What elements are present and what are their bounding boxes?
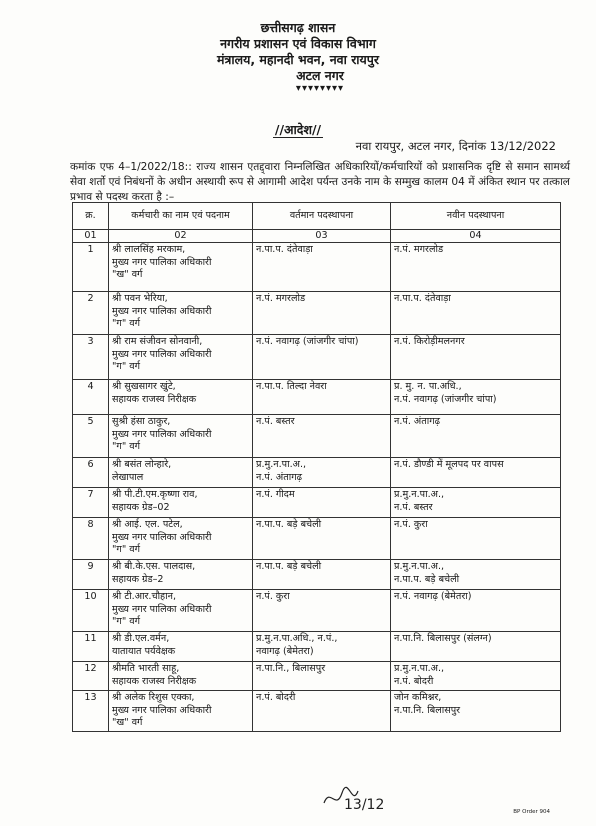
current-posting-cell: न.पं. मगरलोड bbox=[253, 292, 391, 335]
col-number: 01 bbox=[73, 230, 109, 243]
table-row bbox=[73, 560, 561, 590]
col-header-current: वर्तमान पदस्थापना bbox=[253, 203, 391, 230]
employee-cell: श्री राम संजीवन सोनवानी, मुख्य नगर पालिका अधिकारी "ग" वर्ग bbox=[109, 335, 253, 380]
new-posting-cell: न.पं. कुरा bbox=[391, 518, 561, 560]
employee-cell: श्री आई. एल. पटेल, मुख्य नगर पालिका अधिकारी "ग" वर्ग bbox=[109, 518, 253, 560]
ministry-address: मंत्रालय, महानदी भवन, नवा रायपुर bbox=[216, 52, 380, 67]
order-title bbox=[0, 121, 596, 138]
serial-cell: 13 bbox=[73, 691, 109, 732]
order-title-text: //आदेश// bbox=[274, 122, 322, 137]
current-posting-cell: न.पं. गीदम bbox=[253, 488, 391, 518]
govt-name: छत्तीसगढ़ शासन bbox=[260, 20, 336, 35]
table-row bbox=[73, 458, 561, 488]
table-row bbox=[73, 292, 561, 335]
new-posting-cell: प्र. मु. न. पा.अधि., न.पं. नवागढ़ (जांजगीर चांपा) bbox=[391, 380, 561, 415]
employee-cell: सुश्री हंसा ठाकुर, मुख्य नगर पालिका अधिकारी "ग" वर्ग bbox=[109, 415, 253, 458]
col-number: 02 bbox=[109, 230, 253, 243]
employee-cell: श्री बी.के.एस. पालदास, सहायक ग्रेड–2 bbox=[109, 560, 253, 590]
current-posting-cell: न.पं. कुरा bbox=[253, 590, 391, 632]
table-row bbox=[73, 518, 561, 560]
serial-cell: 11 bbox=[73, 632, 109, 662]
employee-cell: श्री पवन भेरिया, मुख्य नगर पालिका अधिकारी "ग" वर्ग bbox=[109, 292, 253, 335]
serial-cell: 10 bbox=[73, 590, 109, 632]
col-number: 04 bbox=[391, 230, 561, 243]
employee-cell: श्री डी.एल.वर्मन, यातायात पर्यवेक्षक bbox=[109, 632, 253, 662]
col-header-name: कर्मचारी का नाम एवं पदनाम bbox=[109, 203, 253, 230]
new-posting-cell: प्र.मु.न.पा.अ., न.पं. बस्तर bbox=[391, 488, 561, 518]
current-posting-cell: न.पा.प. तिल्दा नेवरा bbox=[253, 380, 391, 415]
new-posting-cell: न.पं. मगरलोड bbox=[391, 243, 561, 292]
order-paragraph: कमांक एफ 4–1/2022/18:: राज्य शासन एतद्द्वारा निम्नलिखित अधिकारियों/कर्मचारियों को प्रशासनिक दृष्टि से समान सामर्थ्य सेवा शर्तो एवं निबंधनों के अधीन अस्थायी रूप से आगामी आदेश पर्यन्त उनके नाम के सम्मुख कालम 04 में अंकित स्थान पर तत्काल प्रभाव से पदस्थ करता है :– bbox=[70, 161, 570, 203]
serial-cell: 3 bbox=[73, 335, 109, 380]
city-name: अटल नगर bbox=[296, 68, 344, 83]
new-posting-cell: प्र.मु.न.पा.अ., न.पं. बोदरी bbox=[391, 662, 561, 691]
col-number: 03 bbox=[253, 230, 391, 243]
serial-cell: 7 bbox=[73, 488, 109, 518]
new-posting-cell: न.पं. नवागढ़ (बेमेतरा) bbox=[391, 590, 561, 632]
date-line: नवा रायपुर, अटल नगर, दिनांक 13/12/2022 bbox=[355, 139, 556, 153]
table-row bbox=[73, 488, 561, 518]
serial-cell: 1 bbox=[73, 243, 109, 292]
signature-text: 13/12 bbox=[344, 797, 385, 813]
employee-cell: श्री सुखसागर खुंटे, सहायक राजस्व निरीक्षक bbox=[109, 380, 253, 415]
serial-cell: 4 bbox=[73, 380, 109, 415]
posting-table bbox=[72, 202, 561, 732]
new-posting-cell: प्र.मु.न.पा.अ., न.पा.प. बड़े बचेली bbox=[391, 560, 561, 590]
letterhead bbox=[0, 20, 596, 94]
employee-cell: श्री लालसिंह मरकाम, मुख्य नगर पालिका अधिकारी "ख" वर्ग bbox=[109, 243, 253, 292]
table-row bbox=[73, 662, 561, 691]
current-posting-cell: न.पं. नवागढ़ (जांजगीर चांपा) bbox=[253, 335, 391, 380]
new-posting-cell: जोन कमिश्नर, न.पा.नि. बिलासपुर bbox=[391, 691, 561, 732]
table-row bbox=[73, 691, 561, 732]
table-row bbox=[73, 415, 561, 458]
employee-cell: श्री अलेक रिशुस एक्का, मुख्य नगर पालिका अधिकारी "ख" वर्ग bbox=[109, 691, 253, 732]
footer-ref: BP Order 904 bbox=[513, 809, 550, 815]
new-posting-cell: न.पा.प. दंतेवाड़ा bbox=[391, 292, 561, 335]
current-posting-cell: प्र.मु.न.पा.अ., न.पं. अंतागढ़ bbox=[253, 458, 391, 488]
current-posting-cell: न.पा.प. बड़े बचेली bbox=[253, 560, 391, 590]
current-posting-cell: न.पा.प. बड़े बचेली bbox=[253, 518, 391, 560]
department-name: नगरीय प्रशासन एवं विकास विभाग bbox=[220, 36, 376, 51]
table-row bbox=[73, 335, 561, 380]
header-divider: ▾▾▾▾▾▾▾▾ bbox=[295, 83, 345, 94]
column-number-row bbox=[73, 230, 561, 243]
employee-cell: श्रीमति भारती साहू, सहायक राजस्व निरीक्षक bbox=[109, 662, 253, 691]
current-posting-cell: न.पं. बोदरी bbox=[253, 691, 391, 732]
employee-cell: श्री बसंत लोन्हारे, लेखापाल bbox=[109, 458, 253, 488]
new-posting-cell: न.पं. डौण्डी में मूलपद पर वापस bbox=[391, 458, 561, 488]
serial-cell: 12 bbox=[73, 662, 109, 691]
new-posting-cell: न.पं. अंतागढ़ bbox=[391, 415, 561, 458]
signature-mark bbox=[322, 783, 385, 813]
serial-cell: 8 bbox=[73, 518, 109, 560]
employee-cell: श्री टी.आर.चौहान, मुख्य नगर पालिका अधिकारी "ग" वर्ग bbox=[109, 590, 253, 632]
col-header-sn: क्र. bbox=[73, 203, 109, 230]
current-posting-cell: न.पं. बस्तर bbox=[253, 415, 391, 458]
table-row bbox=[73, 632, 561, 662]
col-header-new: नवीन पदस्थापना bbox=[391, 203, 561, 230]
serial-cell: 9 bbox=[73, 560, 109, 590]
new-posting-cell: न.पा.नि. बिलासपुर (संलग्न) bbox=[391, 632, 561, 662]
table-header-row bbox=[73, 203, 561, 230]
table-row bbox=[73, 380, 561, 415]
table-row bbox=[73, 243, 561, 292]
employee-cell: श्री पी.टी.एम.कृष्णा राव, सहायक ग्रेड–02 bbox=[109, 488, 253, 518]
new-posting-cell: न.पं. किरोड़ीमलनगर bbox=[391, 335, 561, 380]
current-posting-cell: न.पा.नि., बिलासपुर bbox=[253, 662, 391, 691]
serial-cell: 5 bbox=[73, 415, 109, 458]
current-posting-cell: न.पा.प. दंतेवाड़ा bbox=[253, 243, 391, 292]
serial-cell: 6 bbox=[73, 458, 109, 488]
serial-cell: 2 bbox=[73, 292, 109, 335]
current-posting-cell: प्र.मु.न.पा.अधि., न.पं., नवागढ़ (बेमेतरा) bbox=[253, 632, 391, 662]
table-row bbox=[73, 590, 561, 632]
